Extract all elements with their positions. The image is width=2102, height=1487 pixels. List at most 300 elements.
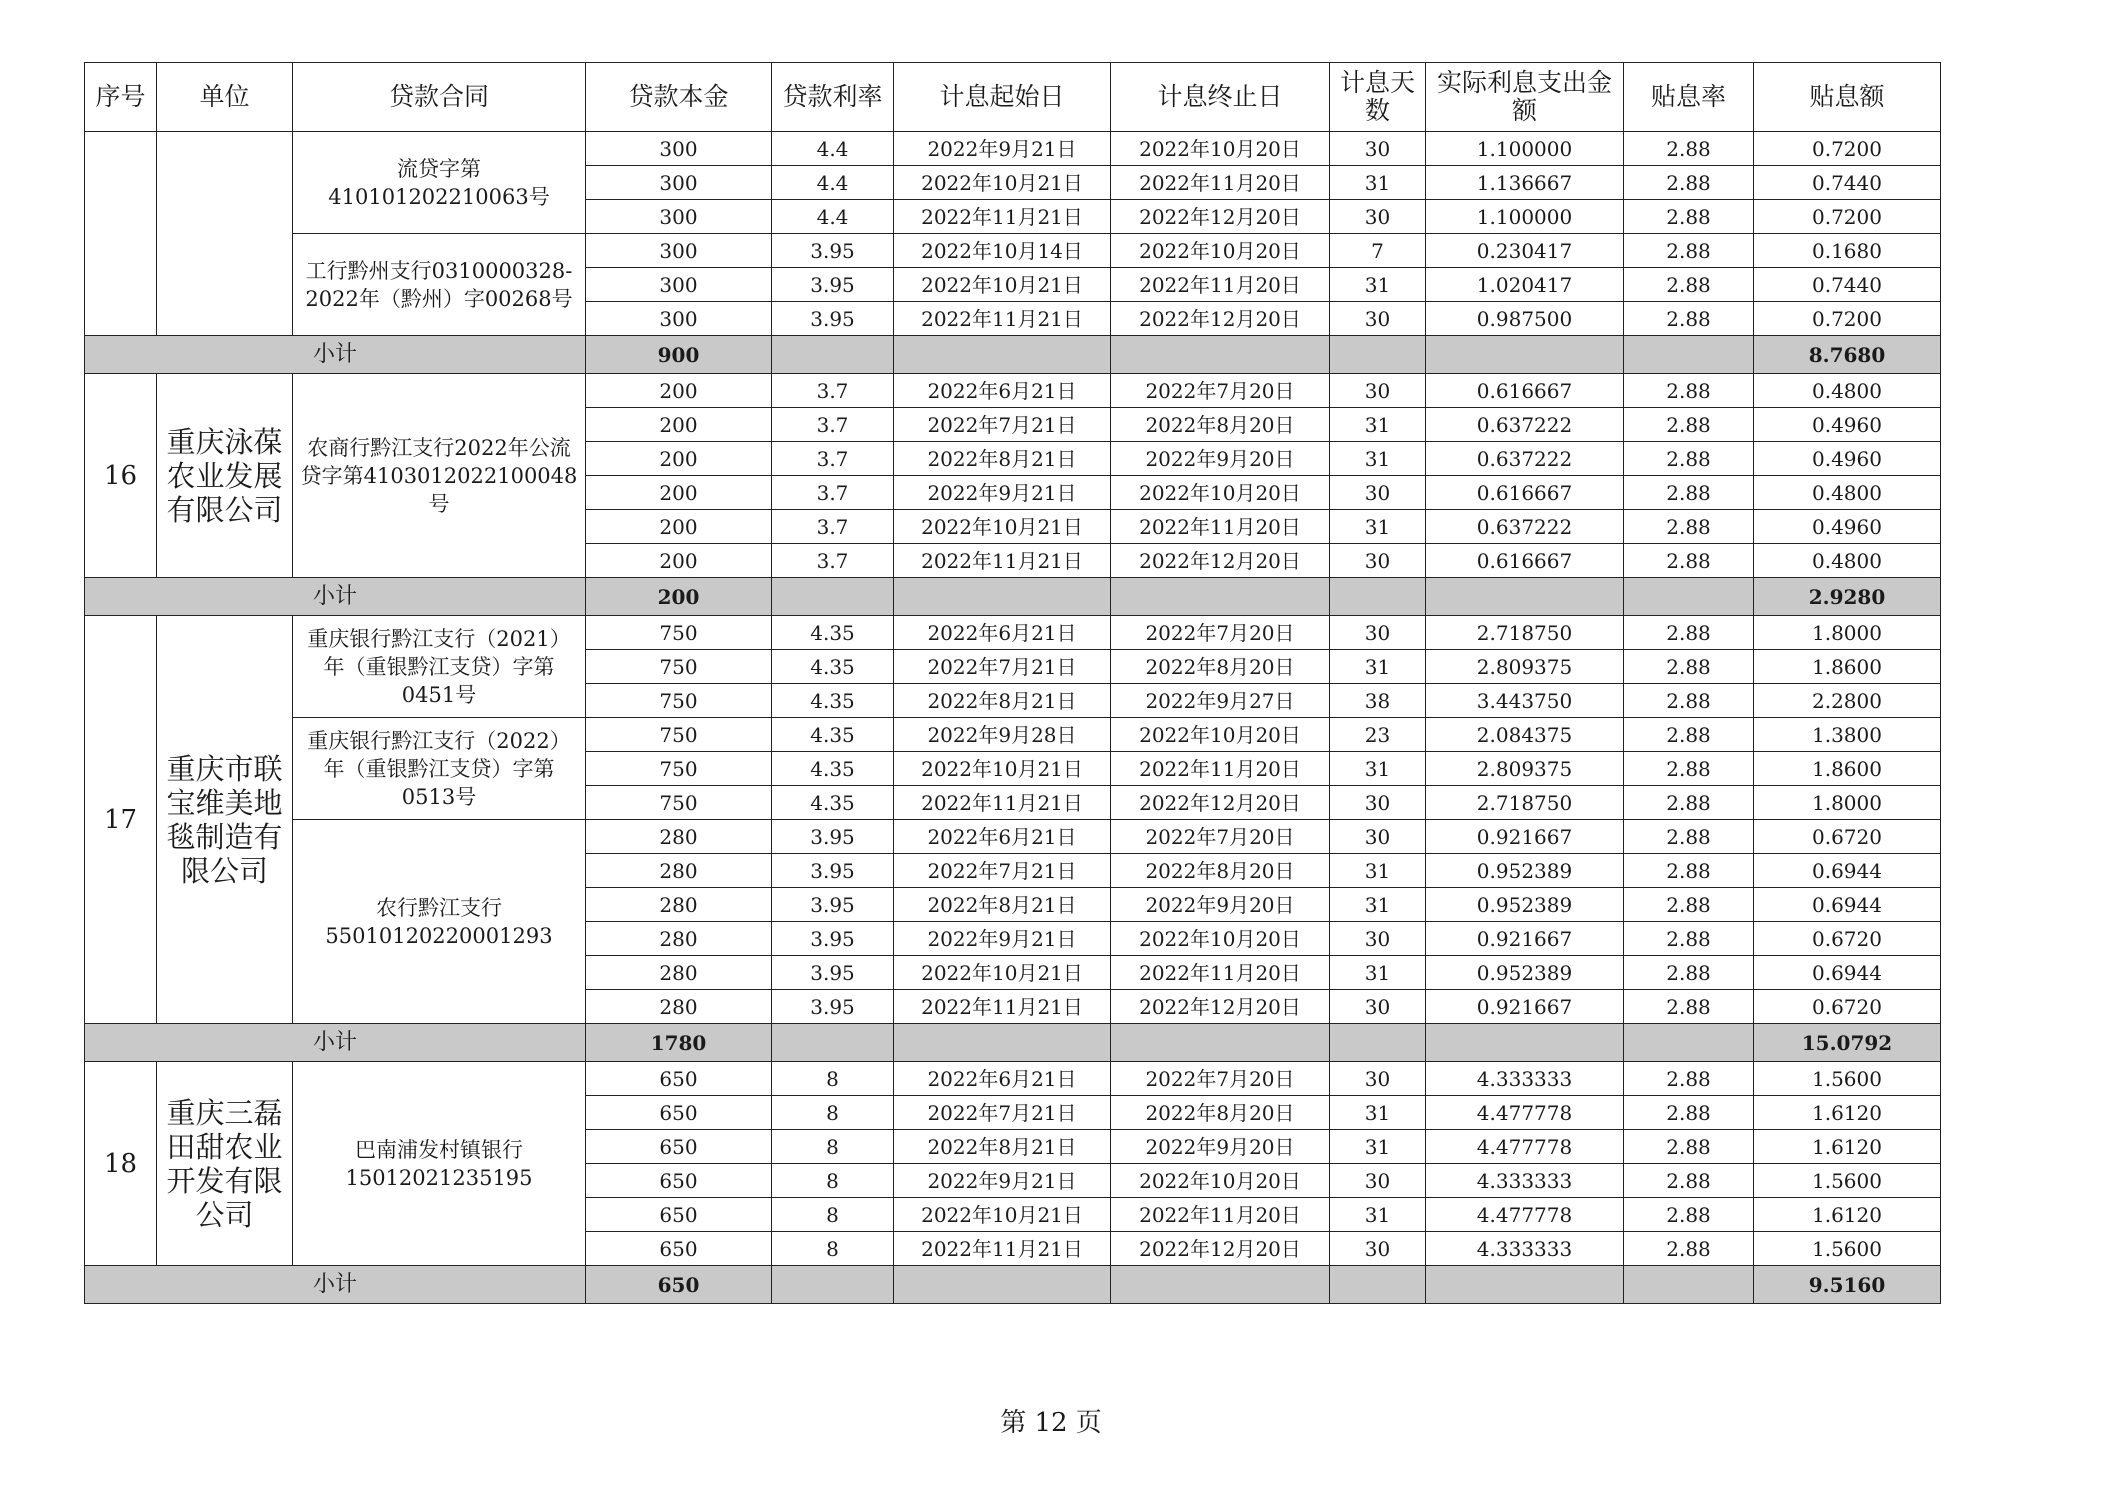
table-row [85, 820, 1941, 854]
days-cell: 30 [1330, 1062, 1426, 1096]
interest-amount-cell: 4.477778 [1426, 1130, 1624, 1164]
subsidy-amount-cell: 0.4960 [1754, 442, 1941, 476]
subtotal-empty-cell [1111, 1024, 1330, 1062]
end-date-cell: 2022年12月20日 [1111, 302, 1330, 336]
start-date-cell: 2022年11月21日 [894, 990, 1111, 1024]
subtotal-principal: 900 [586, 336, 772, 374]
subsidy-amount-cell: 0.4800 [1754, 544, 1941, 578]
subsidy-rate-cell: 2.88 [1624, 650, 1754, 684]
interest-amount-cell: 0.921667 [1426, 820, 1624, 854]
subsidy-rate-cell: 2.88 [1624, 476, 1754, 510]
end-date-cell: 2022年8月20日 [1111, 408, 1330, 442]
end-date-cell: 2022年10月20日 [1111, 1164, 1330, 1198]
interest-amount-cell: 2.084375 [1426, 718, 1624, 752]
rate-cell: 3.7 [772, 510, 894, 544]
end-date-cell: 2022年12月20日 [1111, 544, 1330, 578]
days-cell: 30 [1330, 544, 1426, 578]
interest-amount-cell: 4.333333 [1426, 1062, 1624, 1096]
interest-amount-cell: 0.616667 [1426, 544, 1624, 578]
principal-cell: 750 [586, 752, 772, 786]
subsidy-amount-cell: 0.4960 [1754, 408, 1941, 442]
end-date-cell: 2022年8月20日 [1111, 650, 1330, 684]
principal-cell: 200 [586, 374, 772, 408]
subsidy-rate-cell: 2.88 [1624, 1096, 1754, 1130]
subsidy-amount-cell: 1.6120 [1754, 1130, 1941, 1164]
start-date-cell: 2022年7月21日 [894, 854, 1111, 888]
subtotal-empty-cell [1624, 1266, 1754, 1304]
subsidy-amount-cell: 0.7200 [1754, 132, 1941, 166]
days-cell: 31 [1330, 408, 1426, 442]
end-date-cell: 2022年11月20日 [1111, 752, 1330, 786]
days-cell: 38 [1330, 684, 1426, 718]
rate-cell: 8 [772, 1198, 894, 1232]
table-row [85, 616, 1941, 650]
table-row [85, 1062, 1941, 1096]
interest-amount-cell: 2.718750 [1426, 786, 1624, 820]
subtotal-amount: 2.9280 [1754, 578, 1941, 616]
subsidy-rate-cell: 2.88 [1624, 616, 1754, 650]
subtotal-amount: 15.0792 [1754, 1024, 1941, 1062]
start-date-cell: 2022年7月21日 [894, 1096, 1111, 1130]
days-cell: 30 [1330, 1164, 1426, 1198]
end-date-cell: 2022年11月20日 [1111, 166, 1330, 200]
end-date-cell: 2022年12月20日 [1111, 200, 1330, 234]
start-date-cell: 2022年9月21日 [894, 1164, 1111, 1198]
start-date-cell: 2022年6月21日 [894, 616, 1111, 650]
start-date-cell: 2022年10月21日 [894, 510, 1111, 544]
subtotal-empty-cell [1624, 578, 1754, 616]
interest-amount-cell: 0.637222 [1426, 442, 1624, 476]
interest-amount-cell: 3.443750 [1426, 684, 1624, 718]
subtotal-principal: 200 [586, 578, 772, 616]
table-header-row [85, 63, 1941, 132]
subtotal-row [85, 1024, 1941, 1062]
rate-cell: 3.7 [772, 442, 894, 476]
rate-cell: 3.95 [772, 990, 894, 1024]
end-date-cell: 2022年12月20日 [1111, 1232, 1330, 1266]
days-cell: 30 [1330, 302, 1426, 336]
subtotal-label: 小计 [85, 336, 586, 374]
rate-cell: 3.7 [772, 408, 894, 442]
subsidy-amount-cell: 1.5600 [1754, 1164, 1941, 1198]
loan-subsidy-table [84, 62, 1941, 1304]
days-cell: 30 [1330, 786, 1426, 820]
principal-cell: 650 [586, 1096, 772, 1130]
end-date-cell: 2022年8月20日 [1111, 854, 1330, 888]
subsidy-amount-cell: 1.8600 [1754, 752, 1941, 786]
subtotal-empty-cell [894, 578, 1111, 616]
contract-cell: 重庆银行黔江支行（2022）年（重银黔江支贷）字第0513号 [293, 718, 586, 820]
header-subsidy-amount: 贴息额 [1754, 63, 1941, 132]
principal-cell: 280 [586, 888, 772, 922]
interest-amount-cell: 1.100000 [1426, 132, 1624, 166]
subsidy-rate-cell: 2.88 [1624, 374, 1754, 408]
interest-amount-cell: 0.230417 [1426, 234, 1624, 268]
start-date-cell: 2022年6月21日 [894, 374, 1111, 408]
rate-cell: 4.4 [772, 166, 894, 200]
subsidy-rate-cell: 2.88 [1624, 1198, 1754, 1232]
days-cell: 7 [1330, 234, 1426, 268]
end-date-cell: 2022年12月20日 [1111, 786, 1330, 820]
subsidy-amount-cell: 0.4800 [1754, 476, 1941, 510]
subtotal-empty-cell [1426, 1024, 1624, 1062]
days-cell: 31 [1330, 854, 1426, 888]
rate-cell: 3.7 [772, 544, 894, 578]
end-date-cell: 2022年10月20日 [1111, 476, 1330, 510]
start-date-cell: 2022年6月21日 [894, 820, 1111, 854]
subsidy-rate-cell: 2.88 [1624, 922, 1754, 956]
subsidy-amount-cell: 0.6944 [1754, 854, 1941, 888]
subsidy-amount-cell: 1.8600 [1754, 650, 1941, 684]
days-cell: 31 [1330, 1096, 1426, 1130]
interest-amount-cell: 0.921667 [1426, 922, 1624, 956]
rate-cell: 3.95 [772, 854, 894, 888]
subsidy-amount-cell: 1.6120 [1754, 1096, 1941, 1130]
rate-cell: 3.95 [772, 234, 894, 268]
end-date-cell: 2022年9月20日 [1111, 888, 1330, 922]
interest-amount-cell: 0.616667 [1426, 374, 1624, 408]
principal-cell: 750 [586, 650, 772, 684]
days-cell: 30 [1330, 374, 1426, 408]
rate-cell: 4.35 [772, 718, 894, 752]
subtotal-empty-cell [1330, 336, 1426, 374]
subsidy-rate-cell: 2.88 [1624, 820, 1754, 854]
days-cell: 23 [1330, 718, 1426, 752]
interest-amount-cell: 4.477778 [1426, 1198, 1624, 1232]
subtotal-empty-cell [1111, 336, 1330, 374]
start-date-cell: 2022年11月21日 [894, 302, 1111, 336]
interest-amount-cell: 0.952389 [1426, 956, 1624, 990]
subsidy-rate-cell: 2.88 [1624, 200, 1754, 234]
rate-cell: 8 [772, 1164, 894, 1198]
rate-cell: 4.35 [772, 616, 894, 650]
interest-amount-cell: 0.616667 [1426, 476, 1624, 510]
principal-cell: 750 [586, 786, 772, 820]
principal-cell: 200 [586, 442, 772, 476]
principal-cell: 300 [586, 166, 772, 200]
subtotal-empty-cell [772, 578, 894, 616]
end-date-cell: 2022年12月20日 [1111, 990, 1330, 1024]
subtotal-label: 小计 [85, 1024, 586, 1062]
interest-amount-cell: 1.100000 [1426, 200, 1624, 234]
contract-cell: 农行黔江支行55010120220001293 [293, 820, 586, 1024]
end-date-cell: 2022年7月20日 [1111, 820, 1330, 854]
contract-cell: 流贷字第410101202210063号 [293, 132, 586, 234]
end-date-cell: 2022年11月20日 [1111, 268, 1330, 302]
interest-amount-cell: 2.809375 [1426, 650, 1624, 684]
end-date-cell: 2022年7月20日 [1111, 1062, 1330, 1096]
contract-cell: 巴南浦发村镇银行15012021235195 [293, 1062, 586, 1266]
interest-amount-cell: 1.136667 [1426, 166, 1624, 200]
end-date-cell: 2022年11月20日 [1111, 510, 1330, 544]
principal-cell: 750 [586, 684, 772, 718]
start-date-cell: 2022年10月21日 [894, 268, 1111, 302]
subtotal-empty-cell [772, 1266, 894, 1304]
subsidy-rate-cell: 2.88 [1624, 1232, 1754, 1266]
start-date-cell: 2022年8月21日 [894, 442, 1111, 476]
start-date-cell: 2022年9月21日 [894, 922, 1111, 956]
end-date-cell: 2022年9月27日 [1111, 684, 1330, 718]
days-cell: 31 [1330, 442, 1426, 476]
contract-cell: 工行黔州支行0310000328-2022年（黔州）字00268号 [293, 234, 586, 336]
subsidy-rate-cell: 2.88 [1624, 718, 1754, 752]
days-cell: 31 [1330, 268, 1426, 302]
interest-amount-cell: 0.952389 [1426, 888, 1624, 922]
subtotal-empty-cell [1111, 578, 1330, 616]
subtotal-principal: 650 [586, 1266, 772, 1304]
subsidy-amount-cell: 1.8000 [1754, 616, 1941, 650]
table-row [85, 234, 1941, 268]
subsidy-amount-cell: 1.8000 [1754, 786, 1941, 820]
subsidy-amount-cell: 0.7440 [1754, 166, 1941, 200]
start-date-cell: 2022年8月21日 [894, 684, 1111, 718]
start-date-cell: 2022年11月21日 [894, 200, 1111, 234]
start-date-cell: 2022年9月28日 [894, 718, 1111, 752]
header-end-date: 计息终止日 [1111, 63, 1330, 132]
subsidy-amount-cell: 0.6944 [1754, 956, 1941, 990]
subsidy-rate-cell: 2.88 [1624, 990, 1754, 1024]
subtotal-amount: 8.7680 [1754, 336, 1941, 374]
start-date-cell: 2022年9月21日 [894, 476, 1111, 510]
subsidy-rate-cell: 2.88 [1624, 234, 1754, 268]
subsidy-rate-cell: 2.88 [1624, 302, 1754, 336]
subsidy-amount-cell: 0.7200 [1754, 200, 1941, 234]
seq-cell: 16 [85, 374, 157, 578]
subsidy-rate-cell: 2.88 [1624, 1164, 1754, 1198]
end-date-cell: 2022年10月20日 [1111, 132, 1330, 166]
rate-cell: 3.95 [772, 302, 894, 336]
end-date-cell: 2022年7月20日 [1111, 616, 1330, 650]
rate-cell: 4.35 [772, 752, 894, 786]
unit-cell [157, 132, 293, 336]
subsidy-rate-cell: 2.88 [1624, 268, 1754, 302]
rate-cell: 3.95 [772, 820, 894, 854]
subsidy-rate-cell: 2.88 [1624, 132, 1754, 166]
rate-cell: 4.35 [772, 786, 894, 820]
interest-amount-cell: 4.333333 [1426, 1164, 1624, 1198]
header-start-date: 计息起始日 [894, 63, 1111, 132]
subtotal-row [85, 336, 1941, 374]
days-cell: 31 [1330, 752, 1426, 786]
seq-cell: 18 [85, 1062, 157, 1266]
principal-cell: 300 [586, 268, 772, 302]
start-date-cell: 2022年7月21日 [894, 408, 1111, 442]
end-date-cell: 2022年8月20日 [1111, 1096, 1330, 1130]
start-date-cell: 2022年10月14日 [894, 234, 1111, 268]
header-subsidy-rate: 贴息率 [1624, 63, 1754, 132]
interest-amount-cell: 0.637222 [1426, 408, 1624, 442]
subsidy-amount-cell: 0.4800 [1754, 374, 1941, 408]
header-principal: 贷款本金 [586, 63, 772, 132]
rate-cell: 8 [772, 1062, 894, 1096]
subsidy-rate-cell: 2.88 [1624, 166, 1754, 200]
days-cell: 30 [1330, 820, 1426, 854]
subtotal-row [85, 1266, 1941, 1304]
principal-cell: 200 [586, 544, 772, 578]
subsidy-amount-cell: 0.6720 [1754, 820, 1941, 854]
subsidy-rate-cell: 2.88 [1624, 544, 1754, 578]
subtotal-label: 小计 [85, 1266, 586, 1304]
days-cell: 31 [1330, 888, 1426, 922]
subtotal-empty-cell [894, 1266, 1111, 1304]
rate-cell: 4.4 [772, 132, 894, 166]
subtotal-empty-cell [1624, 336, 1754, 374]
rate-cell: 3.95 [772, 888, 894, 922]
subsidy-rate-cell: 2.88 [1624, 442, 1754, 476]
interest-amount-cell: 4.477778 [1426, 1096, 1624, 1130]
start-date-cell: 2022年11月21日 [894, 544, 1111, 578]
rate-cell: 8 [772, 1096, 894, 1130]
interest-amount-cell: 1.020417 [1426, 268, 1624, 302]
start-date-cell: 2022年11月21日 [894, 1232, 1111, 1266]
rate-cell: 4.35 [772, 650, 894, 684]
rate-cell: 4.4 [772, 200, 894, 234]
days-cell: 30 [1330, 132, 1426, 166]
principal-cell: 650 [586, 1062, 772, 1096]
header-days: 计息天数 [1330, 63, 1426, 132]
header-seq: 序号 [85, 63, 157, 132]
days-cell: 31 [1330, 166, 1426, 200]
header-contract: 贷款合同 [293, 63, 586, 132]
subtotal-empty-cell [894, 336, 1111, 374]
subtotal-empty-cell [1426, 1266, 1624, 1304]
unit-cell: 重庆三磊田甜农业开发有限公司 [157, 1062, 293, 1266]
header-rate: 贷款利率 [772, 63, 894, 132]
subsidy-amount-cell: 1.5600 [1754, 1062, 1941, 1096]
principal-cell: 200 [586, 476, 772, 510]
start-date-cell: 2022年8月21日 [894, 888, 1111, 922]
principal-cell: 280 [586, 854, 772, 888]
principal-cell: 750 [586, 616, 772, 650]
subsidy-rate-cell: 2.88 [1624, 888, 1754, 922]
subsidy-amount-cell: 0.6944 [1754, 888, 1941, 922]
principal-cell: 650 [586, 1198, 772, 1232]
end-date-cell: 2022年9月20日 [1111, 442, 1330, 476]
subsidy-amount-cell: 1.3800 [1754, 718, 1941, 752]
rate-cell: 8 [772, 1130, 894, 1164]
subsidy-amount-cell: 0.1680 [1754, 234, 1941, 268]
start-date-cell: 2022年11月21日 [894, 786, 1111, 820]
header-unit: 单位 [157, 63, 293, 132]
end-date-cell: 2022年10月20日 [1111, 234, 1330, 268]
subtotal-empty-cell [1330, 1266, 1426, 1304]
start-date-cell: 2022年7月21日 [894, 650, 1111, 684]
rate-cell: 3.7 [772, 476, 894, 510]
days-cell: 30 [1330, 200, 1426, 234]
page-number: 第 12 页 [1000, 1408, 1102, 1438]
subtotal-empty-cell [1330, 578, 1426, 616]
end-date-cell: 2022年11月20日 [1111, 956, 1330, 990]
subsidy-amount-cell: 0.6720 [1754, 922, 1941, 956]
principal-cell: 200 [586, 408, 772, 442]
subsidy-amount-cell: 0.4960 [1754, 510, 1941, 544]
table-body [85, 132, 1941, 1304]
subsidy-rate-cell: 2.88 [1624, 684, 1754, 718]
subsidy-amount-cell: 0.7440 [1754, 268, 1941, 302]
header-interest-amount: 实际利息支出金额 [1426, 63, 1624, 132]
interest-amount-cell: 2.809375 [1426, 752, 1624, 786]
subtotal-empty-cell [1111, 1266, 1330, 1304]
end-date-cell: 2022年10月20日 [1111, 922, 1330, 956]
subtotal-row [85, 578, 1941, 616]
end-date-cell: 2022年11月20日 [1111, 1198, 1330, 1232]
days-cell: 31 [1330, 650, 1426, 684]
rate-cell: 4.35 [772, 684, 894, 718]
rate-cell: 3.95 [772, 268, 894, 302]
days-cell: 30 [1330, 922, 1426, 956]
subsidy-amount-cell: 1.6120 [1754, 1198, 1941, 1232]
interest-amount-cell: 0.921667 [1426, 990, 1624, 1024]
subtotal-empty-cell [772, 1024, 894, 1062]
days-cell: 30 [1330, 990, 1426, 1024]
subtotal-empty-cell [1426, 578, 1624, 616]
table-row [85, 374, 1941, 408]
interest-amount-cell: 4.333333 [1426, 1232, 1624, 1266]
principal-cell: 750 [586, 718, 772, 752]
rate-cell: 3.95 [772, 956, 894, 990]
principal-cell: 300 [586, 200, 772, 234]
start-date-cell: 2022年10月21日 [894, 752, 1111, 786]
subsidy-rate-cell: 2.88 [1624, 956, 1754, 990]
principal-cell: 200 [586, 510, 772, 544]
table-row [85, 132, 1941, 166]
seq-cell [85, 132, 157, 336]
contract-cell: 农商行黔江支行2022年公流贷字第4103012022100048号 [293, 374, 586, 578]
principal-cell: 650 [586, 1164, 772, 1198]
days-cell: 30 [1330, 1232, 1426, 1266]
rate-cell: 8 [772, 1232, 894, 1266]
end-date-cell: 2022年7月20日 [1111, 374, 1330, 408]
subsidy-rate-cell: 2.88 [1624, 786, 1754, 820]
start-date-cell: 2022年9月21日 [894, 132, 1111, 166]
subsidy-rate-cell: 2.88 [1624, 408, 1754, 442]
principal-cell: 300 [586, 302, 772, 336]
rate-cell: 3.95 [772, 922, 894, 956]
subtotal-empty-cell [1426, 336, 1624, 374]
seq-cell: 17 [85, 616, 157, 1024]
document-page [84, 62, 1940, 1304]
interest-amount-cell: 2.718750 [1426, 616, 1624, 650]
interest-amount-cell: 0.637222 [1426, 510, 1624, 544]
principal-cell: 280 [586, 922, 772, 956]
days-cell: 31 [1330, 510, 1426, 544]
start-date-cell: 2022年8月21日 [894, 1130, 1111, 1164]
subtotal-empty-cell [772, 336, 894, 374]
principal-cell: 280 [586, 820, 772, 854]
contract-cell: 重庆银行黔江支行（2021）年（重银黔江支贷）字第0451号 [293, 616, 586, 718]
start-date-cell: 2022年6月21日 [894, 1062, 1111, 1096]
days-cell: 31 [1330, 956, 1426, 990]
subsidy-amount-cell: 0.6720 [1754, 990, 1941, 1024]
days-cell: 30 [1330, 616, 1426, 650]
subtotal-empty-cell [894, 1024, 1111, 1062]
subtotal-principal: 1780 [586, 1024, 772, 1062]
subtotal-empty-cell [1624, 1024, 1754, 1062]
principal-cell: 300 [586, 234, 772, 268]
end-date-cell: 2022年10月20日 [1111, 718, 1330, 752]
subsidy-amount-cell: 1.5600 [1754, 1232, 1941, 1266]
principal-cell: 650 [586, 1130, 772, 1164]
principal-cell: 280 [586, 956, 772, 990]
subsidy-rate-cell: 2.88 [1624, 1130, 1754, 1164]
subsidy-rate-cell: 2.88 [1624, 510, 1754, 544]
unit-cell: 重庆市联宝维美地毯制造有限公司 [157, 616, 293, 1024]
days-cell: 31 [1330, 1130, 1426, 1164]
days-cell: 31 [1330, 1198, 1426, 1232]
principal-cell: 300 [586, 132, 772, 166]
table-row [85, 718, 1941, 752]
unit-cell: 重庆泳葆农业发展有限公司 [157, 374, 293, 578]
